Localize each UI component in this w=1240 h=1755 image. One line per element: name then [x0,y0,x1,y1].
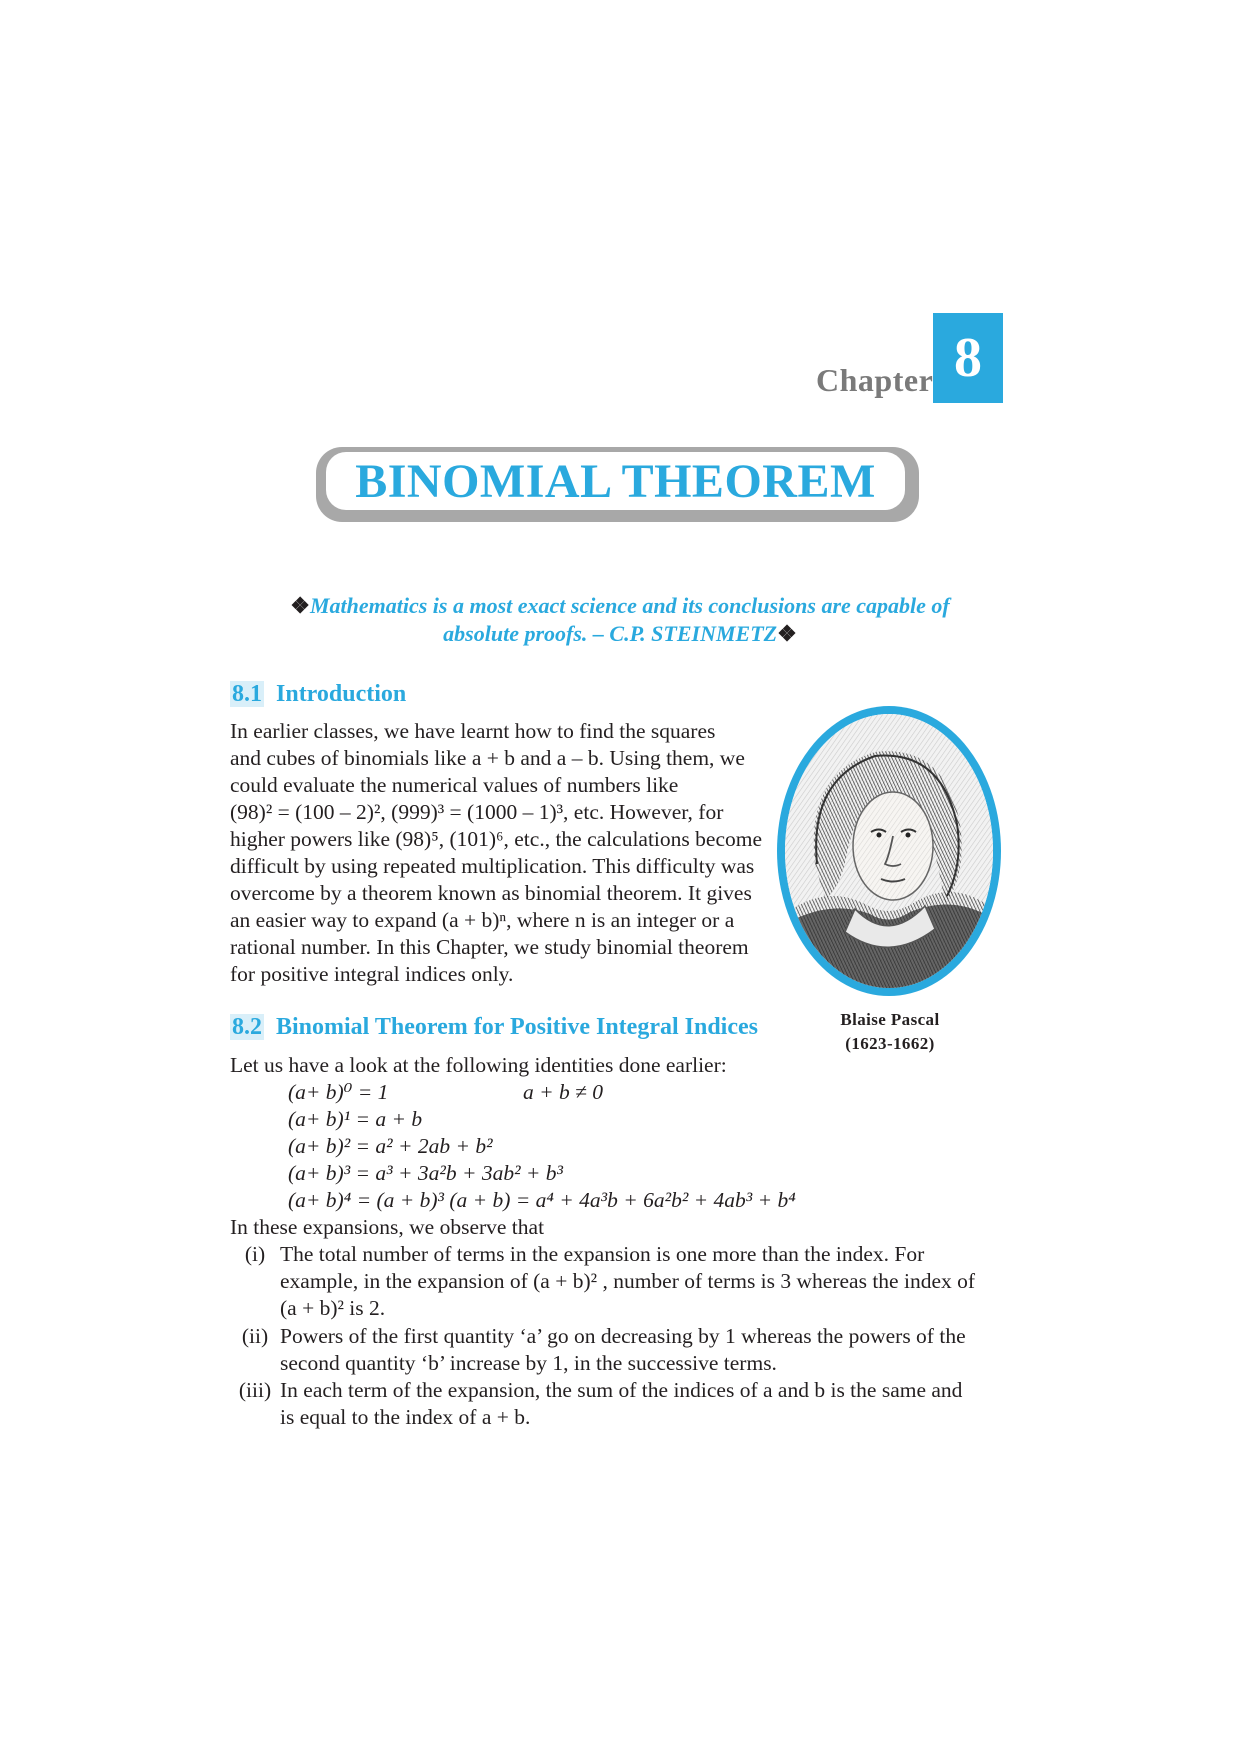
chapter-label: Chapter [816,362,934,398]
text-line: difficult by using repeated multiplication. This difficulty was [230,854,755,878]
identity-note: a + b ≠ 0 [523,1080,604,1104]
epigraph [240,592,1000,648]
text-line: The total number of terms in the expansion is one more than the index. For [280,1242,925,1266]
intro-paragraph [230,718,767,988]
text-line: higher powers like (98)⁵, (101)⁶, etc., the calculations become [230,827,762,851]
identity-rhs: = 1 [357,1080,389,1104]
identity-row [288,1187,796,1214]
text-line: overcome by a theorem known as binomial theorem. It gives [230,881,752,905]
text-line: and cubes of binomials like a + b and a – b. Using them, we [230,746,745,770]
text-line: (98)² = (100 – 2)², (999)³ = (1000 – 1)³, etc. However, for [230,800,724,824]
identity-lhs: (a+ b)¹ [288,1107,351,1131]
list-item [235,1323,1000,1377]
ornament-icon: ❖ [290,593,310,618]
list-marker: (iii) [238,1378,272,1402]
text-line: could evaluate the numerical values of numbers like [230,773,679,797]
identity-row [288,1079,388,1106]
text-line: an easier way to expand (a + b)ⁿ, where n is an integer or a [230,908,735,932]
s2-lead: Let us have a look at the following identities done earlier: [230,1053,727,1077]
list-text [280,1323,992,1377]
identity-row [288,1133,493,1160]
portrait-name: Blaise Pascal [840,1010,940,1029]
section-number: 8.1 [232,681,262,707]
identity-lhs: (a+ b)² [288,1134,351,1158]
section-number: 8.2 [232,1014,262,1040]
identity-rhs: = a² + 2ab + b² [355,1134,493,1158]
observe-lead: In these expansions, we observe that [230,1215,545,1239]
identity-row [288,1106,422,1133]
text-line: is equal to the index of a + b. [280,1405,531,1429]
section-title: Binomial Theorem for Positive Integral Indices [276,1014,758,1040]
chapter-number: 8 [954,327,982,389]
epigraph-line-1: Mathematics is a most exact science and its conclusions are capable of [309,593,950,618]
list-marker: (ii) [241,1324,269,1348]
list-text [280,1241,992,1322]
text-line: example, in the expansion of (a + b)² , number of terms is 3 whereas the index of [280,1269,976,1293]
text-line: rational number. In this Chapter, we study binomial theorem [230,935,749,959]
text-line: Powers of the first quantity ‘a’ go on decreasing by 1 whereas the powers of the [280,1324,966,1348]
text-line: for positive integral indices only. [230,962,514,986]
title-box [326,452,905,510]
section-heading-introduction [230,681,406,708]
identity-lhs: (a+ b)⁴ [288,1188,352,1212]
identity-lhs: (a+ b)⁰ [288,1080,353,1104]
list-text [280,1377,992,1431]
list-item [235,1241,1000,1322]
epigraph-line-2: absolute proofs. – C.P. STEINMETZ [443,621,778,646]
list-item [235,1377,1000,1431]
text-line: In each term of the expansion, the sum of the indices of a and b is the same and [280,1378,963,1402]
chapter-title: BINOMIAL THEOREM [355,454,876,508]
portrait-image [785,714,993,988]
list-marker: (i) [244,1242,266,1266]
text-line: (a + b)² is 2. [280,1296,386,1320]
section-heading-binomial-theorem [230,1014,758,1041]
portrait-caption [820,1008,960,1056]
identity-lhs: (a+ b)³ [288,1161,351,1185]
identity-rhs: = (a + b)³ (a + b) = a⁴ + 4a³b + 6a²b² + 4ab³ + b⁴ [356,1188,796,1212]
text-line: In earlier classes, we have learnt how to find the squares [230,719,716,743]
identity-row [288,1160,563,1187]
text-line: second quantity ‘b’ increase by 1, in the successive terms. [280,1351,777,1375]
section-title: Introduction [276,681,407,707]
chapter-number-badge [933,313,1003,403]
identity-rhs: = a³ + 3a²b + 3ab² + b³ [355,1161,563,1185]
portrait-years: (1623-1662) [845,1034,935,1053]
ornament-icon: ❖ [777,621,797,646]
identity-rhs: = a + b [355,1107,423,1131]
